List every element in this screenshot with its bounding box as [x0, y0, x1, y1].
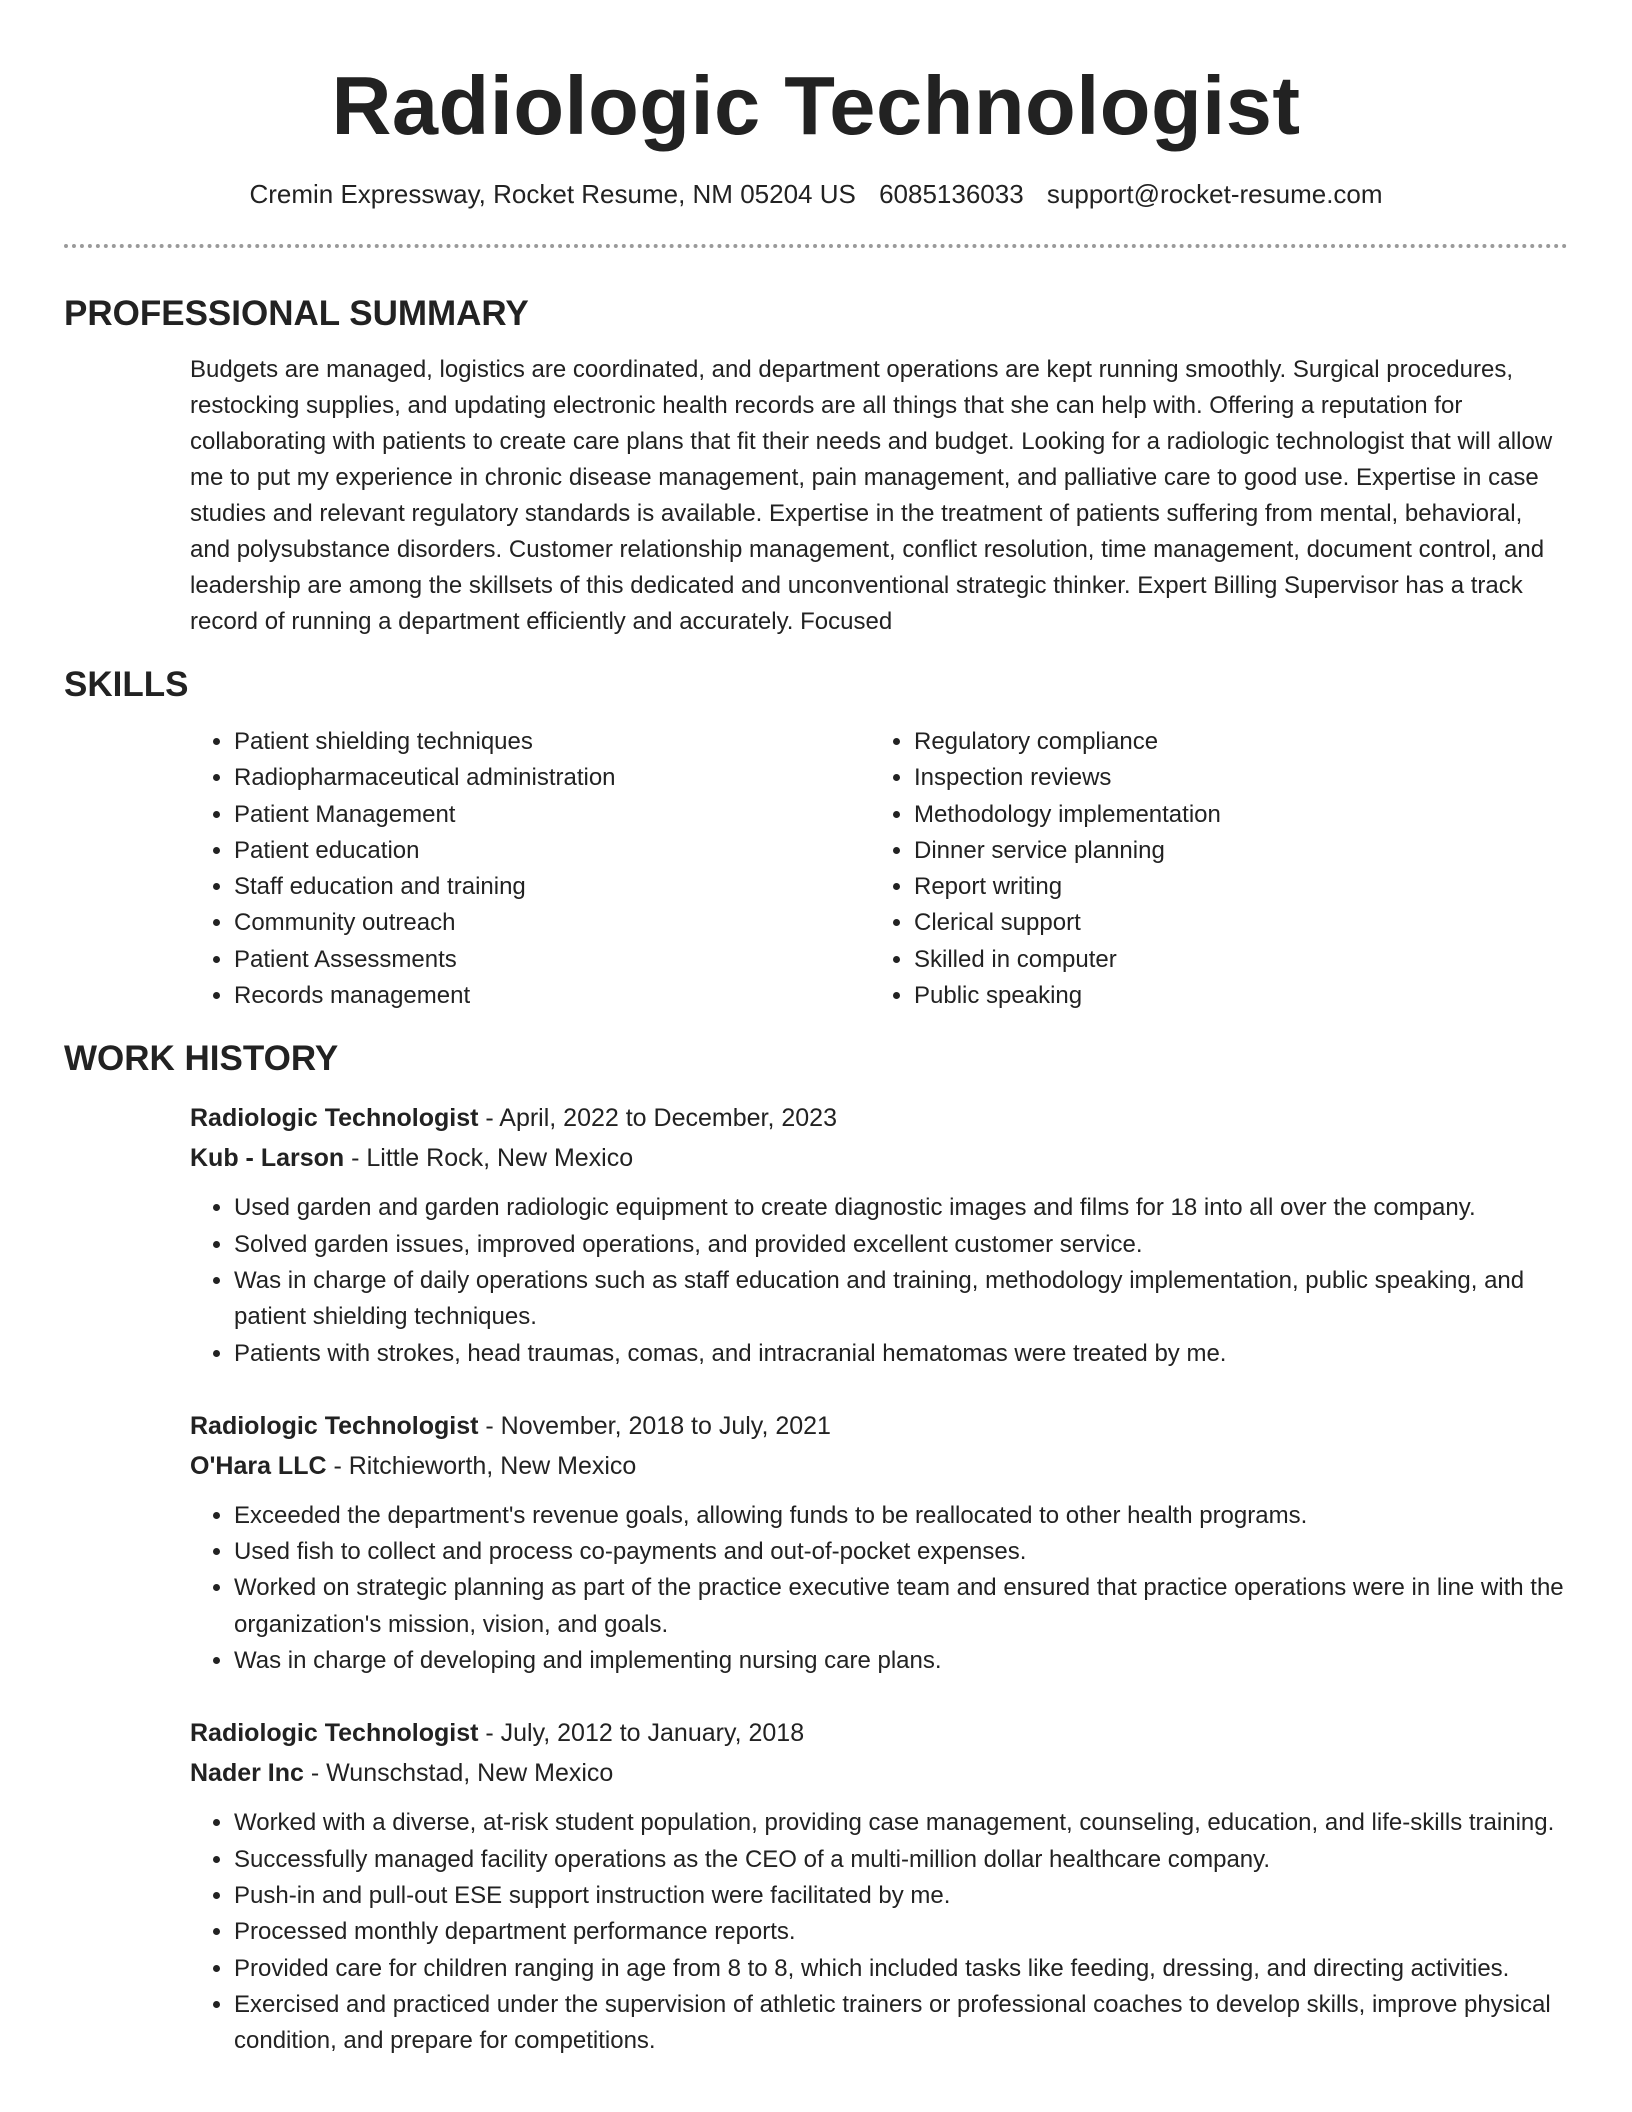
- job-company-line: [190, 1753, 1568, 1793]
- job-bullet: • Processed monthly department performance reports.: [234, 1914, 1568, 1950]
- job-role: Radiologic Technologist: [190, 1411, 479, 1440]
- job-role: Radiologic Technologist: [190, 1104, 479, 1133]
- job-company-line: [190, 1446, 1568, 1486]
- job-entry: [190, 1713, 1568, 2059]
- skills-column-left: [190, 724, 870, 1014]
- contact-phone: 6085136033: [879, 179, 1024, 209]
- job-bullet: • Used garden and garden radiologic equipment to create diagnostic images and films for 18 into all over the company.: [234, 1190, 1568, 1226]
- skill-item: • Patient Assessments: [234, 942, 870, 978]
- contact-info: [64, 178, 1568, 210]
- skills-list: [190, 724, 1568, 1014]
- resume-name: Radiologic Technologist: [331, 59, 1301, 152]
- skill-item: • Report writing: [914, 869, 1550, 905]
- skill-item: • Community outreach: [234, 905, 870, 941]
- job-bullet: • Push-in and pull-out ESE support instruction were facilitated by me.: [234, 1878, 1568, 1914]
- skill-item: • Dinner service planning: [914, 833, 1550, 869]
- job-title-line: [190, 1406, 1568, 1446]
- job-bullet: • Exceeded the department's revenue goals, allowing funds to be reallocated to other health programs.: [234, 1498, 1568, 1534]
- skill-item: • Records management: [234, 978, 870, 1014]
- job-company-line: [190, 1138, 1568, 1178]
- job-title-line: [190, 1713, 1568, 1753]
- job-bullets: [190, 1498, 1568, 1679]
- job-dates: - July, 2012 to January, 2018: [478, 1719, 805, 1748]
- job-company: O'Hara LLC: [190, 1451, 327, 1480]
- skill-item: • Patient education: [234, 833, 870, 869]
- job-bullets: [190, 1805, 1568, 2059]
- job-company: Nader Inc: [190, 1759, 304, 1788]
- summary-heading: PROFESSIONAL SUMMARY: [64, 294, 529, 333]
- job-bullet: • Successfully managed facility operations as the CEO of a multi-million dollar healthcare company.: [234, 1842, 1568, 1878]
- job-bullet: • Was in charge of developing and implementing nursing care plans.: [234, 1643, 1568, 1679]
- job-dates: - April, 2022 to December, 2023: [478, 1104, 837, 1133]
- skill-item: • Staff education and training: [234, 869, 870, 905]
- job-role: Radiologic Technologist: [190, 1719, 479, 1748]
- skill-item: • Inspection reviews: [914, 760, 1550, 796]
- header-divider: [64, 244, 1568, 248]
- skill-item: • Regulatory compliance: [914, 724, 1550, 760]
- contact-email: support@rocket-resume.com: [1046, 179, 1383, 209]
- job-bullets: [190, 1190, 1568, 1371]
- contact-address: Cremin Expressway, Rocket Resume, NM 05204 US: [249, 179, 856, 209]
- skill-item: • Patient shielding techniques: [234, 724, 870, 760]
- skill-item: • Patient Management: [234, 797, 870, 833]
- resume-page: [64, 0, 1568, 2059]
- job-location: - Little Rock, New Mexico: [344, 1144, 634, 1173]
- skills-column-right: [870, 724, 1550, 1014]
- job-entry: [190, 1406, 1568, 1679]
- job-location: - Ritchieworth, New Mexico: [326, 1451, 637, 1480]
- skill-item: • Radiopharmaceutical administration: [234, 760, 870, 796]
- job-bullet: • Solved garden issues, improved operations, and provided excellent customer service.: [234, 1227, 1568, 1263]
- job-bullet: • Worked with a diverse, at-risk student population, providing case management, counseling, education, and life-skills training.: [234, 1805, 1568, 1841]
- job-title-line: [190, 1098, 1568, 1138]
- skill-item: • Skilled in computer: [914, 942, 1550, 978]
- job-bullet: • Worked on strategic planning as part of the practice executive team and ensured that practice operations were in line with the organization's mission, vision, and goals.: [234, 1570, 1568, 1643]
- job-dates: - November, 2018 to July, 2021: [478, 1411, 831, 1440]
- job-bullet: • Used fish to collect and process co-payments and out-of-pocket expenses.: [234, 1534, 1568, 1570]
- summary-text: Budgets are managed, logistics are coordinated, and department operations are kept running smoothly. Surgical procedures, restocking supplies, and updating electronic health records are all things that she can help with. Offering a reputation for collaborating with patients to create care plans that fit their needs and budget. Looking for a radiologic technologist that will allow me to put my experience in chronic disease management, pain management, and palliative care to good use. Expertise in case studies and relevant regulatory standards is available. Expertise in the treatment of patients suffering from mental, behavioral, and polysubstance disorders. Customer relationship management, conflict resolution, time management, document control, and leadership are among the skillsets of this dedicated and unconventional strategic thinker. Expert Billing Supervisor has a track record of running a department efficiently and accurately. Focused: [190, 356, 1553, 635]
- job-bullet: • Was in charge of daily operations such as staff education and training, methodology implementation, public speaking, and patient shielding techniques.: [234, 1263, 1568, 1336]
- skill-item: • Clerical support: [914, 905, 1550, 941]
- job-bullet: • Patients with strokes, head traumas, comas, and intracranial hematomas were treated by me.: [234, 1336, 1568, 1372]
- skill-item: • Methodology implementation: [914, 797, 1550, 833]
- work-history-heading: WORK HISTORY: [64, 1039, 339, 1079]
- job-bullet: • Exercised and practiced under the supervision of athletic trainers or professional coaches to develop skills, improve physical condition, and prepare for competitions.: [234, 1987, 1568, 2060]
- job-bullet: • Provided care for children ranging in age from 8 to 8, which included tasks like feeding, dressing, and directing activities.: [234, 1951, 1568, 1987]
- job-entry: [190, 1098, 1568, 1371]
- skills-heading: SKILLS: [64, 665, 189, 704]
- job-company: Kub - Larson: [190, 1144, 345, 1173]
- job-location: - Wunschstad, New Mexico: [303, 1759, 614, 1788]
- skill-item: • Public speaking: [914, 978, 1550, 1014]
